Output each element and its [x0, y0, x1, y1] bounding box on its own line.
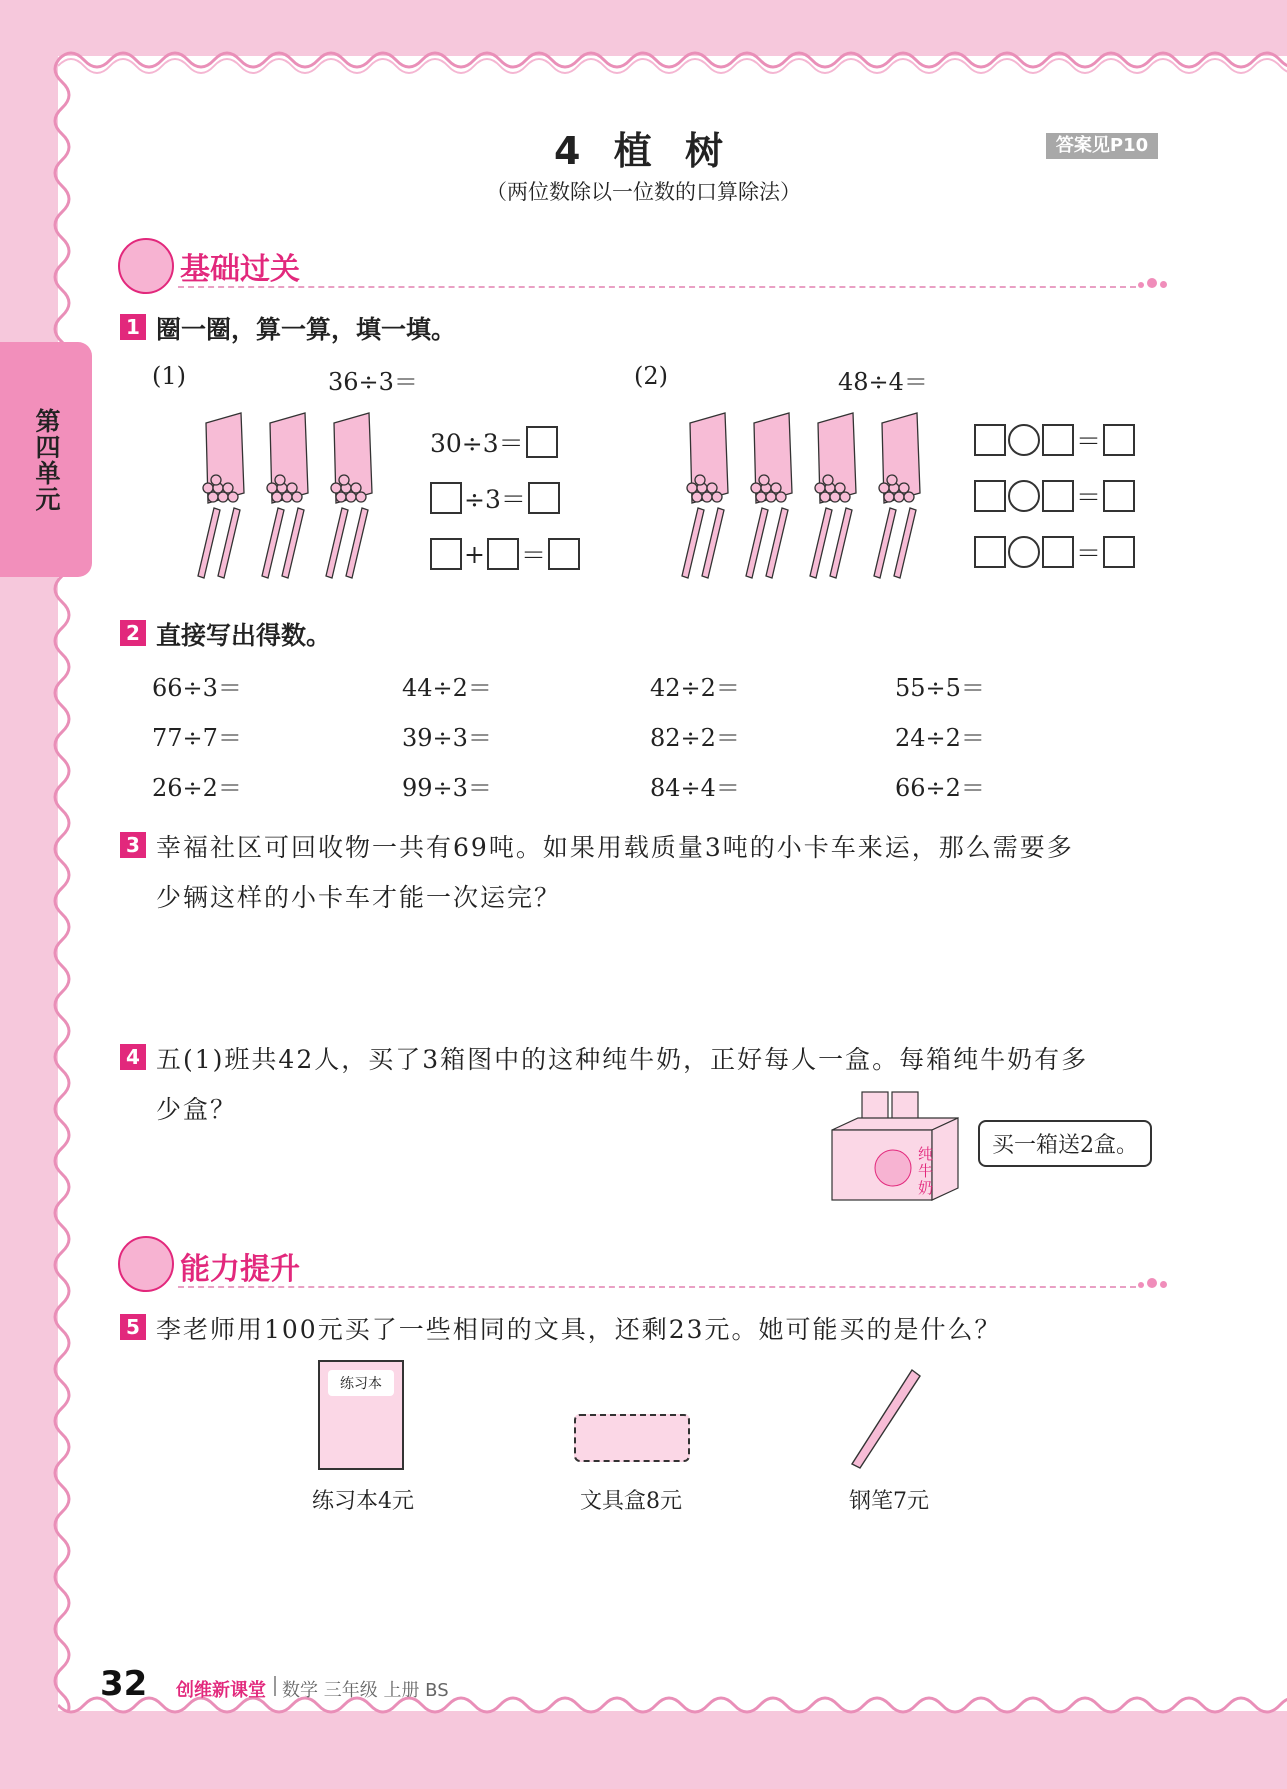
section-divider	[178, 1286, 1136, 1288]
item-label: 文具盒8元	[580, 1489, 682, 1514]
part-label: (2)	[634, 362, 668, 390]
question-number: 2	[120, 620, 146, 646]
answer-box[interactable]	[1042, 424, 1074, 456]
answer-box[interactable]	[1042, 480, 1074, 512]
answer-box[interactable]	[974, 424, 1006, 456]
calc-item: 26÷2＝	[152, 774, 242, 802]
operator-circle[interactable]	[1008, 424, 1040, 456]
expression: 36÷3＝	[328, 368, 418, 396]
calc-item: 66÷3＝	[152, 674, 242, 702]
answer-box[interactable]	[487, 538, 519, 570]
equation-row	[430, 536, 580, 572]
calc-item: 42÷2＝	[650, 674, 740, 702]
footer-divider	[274, 1676, 276, 1696]
equation-text: 30÷3＝	[430, 429, 524, 458]
mascot-icon	[118, 1236, 174, 1292]
answer-box[interactable]	[974, 536, 1006, 568]
answer-box[interactable]	[548, 538, 580, 570]
stick-bundles-illustration	[186, 408, 416, 588]
pencil-case-icon	[574, 1414, 690, 1462]
question-text: 少辆这样的小卡车才能一次运完？	[156, 883, 562, 912]
part-label: (1)	[152, 362, 186, 390]
page-subtitle: （两位数除以一位数的口算除法）	[486, 180, 801, 204]
answer-box[interactable]	[430, 538, 462, 570]
answer-box[interactable]	[974, 480, 1006, 512]
calc-item: 44÷2＝	[402, 674, 492, 702]
question-text: 幸福社区可回收物一共有69吨。如果用载质量3吨的小卡车来运，那么需要多	[156, 833, 1074, 862]
equation-row	[974, 534, 1135, 570]
answer-box[interactable]	[1103, 536, 1135, 568]
notebook-cover-label: 练习本	[328, 1370, 394, 1396]
equation-row	[974, 478, 1135, 514]
question-text: 少盒？	[156, 1095, 238, 1124]
wave-border-left	[44, 56, 74, 1711]
stick-bundles-illustration	[670, 408, 960, 588]
equation-text: ÷3＝	[464, 485, 526, 514]
question-text: 圈一圈，算一算，填一填。	[156, 315, 457, 344]
notebook-icon	[318, 1360, 404, 1470]
answer-reference-badge: 答案见P10	[1046, 133, 1158, 159]
pen-icon	[846, 1364, 926, 1474]
calc-item: 66÷2＝	[895, 774, 985, 802]
question-text: 李老师用100元买了一些相同的文具，还剩23元。她可能买的是什么？	[156, 1315, 1002, 1344]
answer-box[interactable]	[1103, 424, 1135, 456]
calc-item: 82÷2＝	[650, 724, 740, 752]
speech-bubble: 买一箱送2盒。	[978, 1120, 1152, 1167]
equation-row	[430, 424, 558, 460]
question-number: 4	[120, 1044, 146, 1070]
operator-circle[interactable]	[1008, 536, 1040, 568]
expression: 48÷4＝	[838, 368, 928, 396]
question-number: 1	[120, 314, 146, 340]
unit-tab-label: 第四单元	[32, 407, 61, 512]
wave-border-top	[58, 40, 1287, 74]
operator-circle[interactable]	[1008, 480, 1040, 512]
answer-box[interactable]	[1042, 536, 1074, 568]
question-text: 直接写出得数。	[156, 621, 332, 650]
equation-row	[974, 422, 1135, 458]
calc-item: 99÷3＝	[402, 774, 492, 802]
section-title-basic: 基础过关	[180, 252, 300, 287]
question-text: 五(1)班共42人，买了3箱图中的这种纯牛奶，正好每人一盒。每箱纯牛奶有多	[156, 1045, 1089, 1074]
answer-box[interactable]	[528, 482, 560, 514]
calc-item: 77÷7＝	[152, 724, 242, 752]
calc-item: 55÷5＝	[895, 674, 985, 702]
item-label: 练习本4元	[312, 1489, 414, 1514]
calc-item: 84÷4＝	[650, 774, 740, 802]
calc-item: 24÷2＝	[895, 724, 985, 752]
stick-bundle-icon	[198, 413, 244, 578]
page-number: 32	[100, 1664, 148, 1704]
equals-sign: ＝	[1076, 427, 1102, 456]
decor-dots	[1138, 1273, 1170, 1292]
page-title: 4 植 树	[554, 129, 733, 173]
question-number: 3	[120, 832, 146, 858]
footer-info: 数学 三年级 上册 BS	[282, 1680, 449, 1701]
item-label: 钢笔7元	[849, 1489, 929, 1514]
milk-box-label: 纯牛奶	[918, 1145, 934, 1197]
question-number: 5	[120, 1314, 146, 1340]
section-divider	[178, 286, 1136, 288]
unit-side-tab	[0, 342, 92, 577]
mascot-icon	[118, 238, 174, 294]
plus-sign: +	[464, 539, 485, 569]
answer-box[interactable]	[430, 482, 462, 514]
equals-sign: ＝	[1076, 483, 1102, 512]
answer-box[interactable]	[526, 426, 558, 458]
equation-row	[430, 480, 560, 516]
calc-item: 39÷3＝	[402, 724, 492, 752]
equals-sign: ＝	[520, 541, 546, 570]
decor-dots	[1138, 273, 1170, 292]
answer-box[interactable]	[1103, 480, 1135, 512]
section-title-advanced: 能力提升	[180, 1252, 300, 1287]
equals-sign: ＝	[1076, 539, 1102, 568]
milk-box-illustration	[828, 1088, 968, 1208]
footer-brand: 创维新课堂	[176, 1680, 266, 1701]
